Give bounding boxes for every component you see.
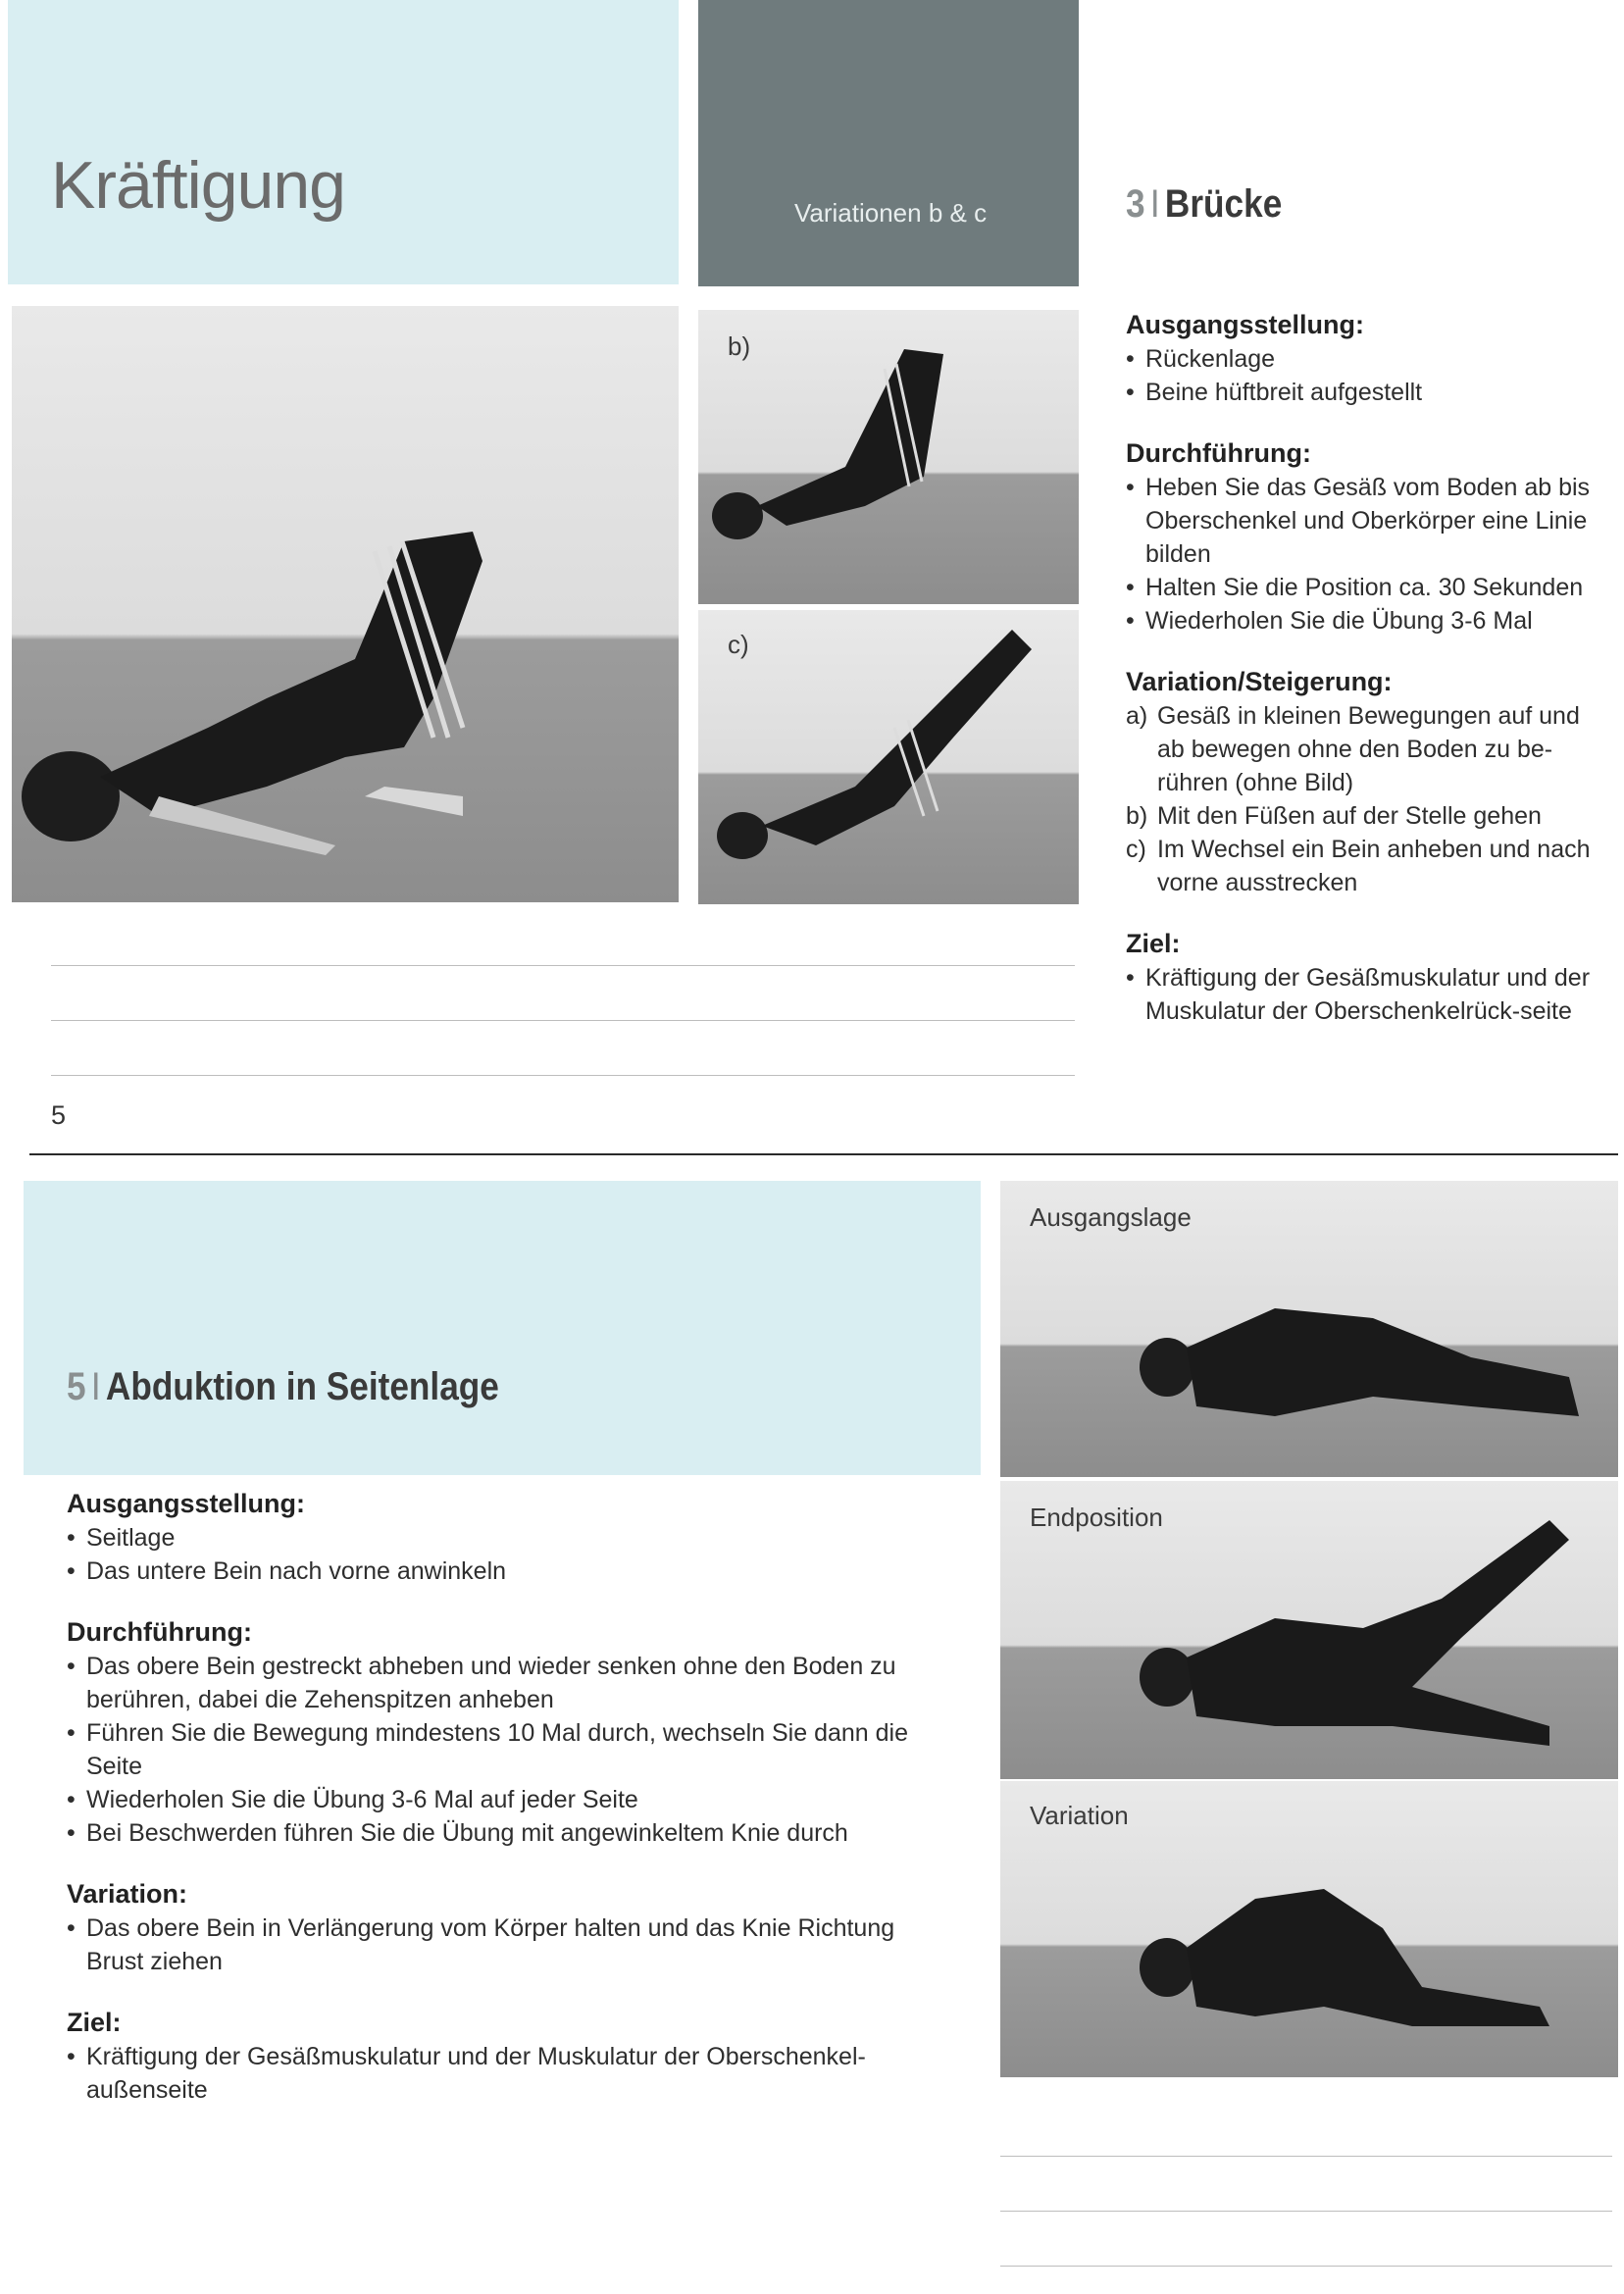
list-item: • Bei Beschwerden führen Sie die Übung mit angewinkeltem Knie durch <box>67 1819 848 1847</box>
variations-panel <box>698 0 1079 286</box>
variation-list <box>1126 699 1600 899</box>
list-item: • Das untere Bein nach vorne anwinkeln <box>67 1557 507 1585</box>
photo-label-end: Endposition <box>1030 1503 1163 1532</box>
exercise-number: 5 <box>67 1365 86 1408</box>
section-heading-execution: Durchführung: <box>67 1617 252 1647</box>
title-separator: I <box>90 1365 101 1408</box>
section-heading-execution: Durchführung: <box>1126 438 1311 468</box>
photo-label-b: b) <box>728 331 751 361</box>
title-separator: I <box>1149 182 1160 226</box>
page-number: 5 <box>51 1100 67 1130</box>
variations-label: Variationen b & c <box>794 198 988 228</box>
variation-b-photo <box>698 310 1079 604</box>
execution-list <box>1126 471 1600 637</box>
list-item: a) Gesäß in kleinen Bewegungen auf und ab bewegen ohne den Boden zu be-rühren (ohne Bild) <box>1126 702 1580 796</box>
variation-c-illustration <box>698 610 1079 904</box>
goal-list <box>1126 961 1600 1028</box>
section-heading-start: Ausgangsstellung: <box>67 1489 306 1518</box>
photo-label-c: c) <box>728 630 749 659</box>
exercise-name: Abduktion in Seitenlage <box>105 1365 499 1408</box>
bridge-photo <box>12 306 679 902</box>
execution-list <box>67 1650 949 1850</box>
goal-list <box>67 2040 949 2107</box>
list-item: • Das obere Bein in Verlängerung vom Körper halten und das Knie Richtung Brust ziehen <box>67 1914 895 1975</box>
page-title: Kräftigung <box>51 148 345 223</box>
note-line <box>1000 2266 1612 2267</box>
list-item: • Halten Sie die Position ca. 30 Sekunden <box>1126 574 1584 601</box>
list-item: • Heben Sie das Gesäß vom Boden ab bis Oberschenkel und Oberkörper eine Linie bilden <box>1126 474 1591 568</box>
list-item: b) Mit den Füßen auf der Stelle gehen <box>1126 802 1542 830</box>
variation-b-illustration <box>698 310 1079 604</box>
section-heading-start: Ausgangsstellung: <box>1126 310 1365 339</box>
exercise-title-bottom <box>67 1365 499 1409</box>
exercise-description-bottom <box>67 1489 949 2136</box>
note-line <box>1000 2156 1612 2157</box>
exercise-description <box>1126 310 1600 1057</box>
header-panel <box>8 0 679 284</box>
photo-label-variation: Variation <box>1030 1801 1129 1830</box>
list-item: • Wiederholen Sie die Übung 3-6 Mal <box>1126 607 1533 635</box>
list-item: • Beine hüftbreit aufgestellt <box>1126 379 1423 406</box>
exercise-name: Brücke <box>1164 182 1283 226</box>
section-heading-variation: Variation: <box>67 1879 188 1909</box>
start-list <box>1126 342 1600 409</box>
list-item: c) Im Wechsel ein Bein anheben und nach vorne ausstrecken <box>1126 836 1591 896</box>
section-heading-goal: Ziel: <box>67 2008 122 2037</box>
section-heading-variation: Variation/Steigerung: <box>1126 667 1393 696</box>
list-item: • Seitlage <box>67 1524 176 1552</box>
note-line <box>51 1020 1075 1021</box>
note-line <box>51 965 1075 966</box>
list-item: • Führen Sie die Bewegung mindestens 10 Mal durch, wechseln Sie dann die Seite <box>67 1719 909 1780</box>
note-line <box>51 1075 1075 1076</box>
list-item: • Kräftigung der Gesäßmuskulatur und der Muskulatur der Oberschenkel-außenseite <box>67 2043 866 2104</box>
start-list <box>67 1521 949 1588</box>
variation-list <box>67 1912 949 1978</box>
bridge-figure-illustration <box>12 306 679 902</box>
exercise-number: 3 <box>1126 182 1145 226</box>
list-item: • Rückenlage <box>1126 345 1276 373</box>
photo-label-start: Ausgangslage <box>1030 1202 1192 1232</box>
list-item: • Wiederholen Sie die Übung 3-6 Mal auf jeder Seite <box>67 1786 638 1813</box>
exercise-title <box>1126 182 1282 227</box>
page-divider <box>29 1153 1618 1155</box>
list-item: • Das obere Bein gestreckt abheben und wieder senken ohne den Boden zu berühren, dabei die Zehenspitzen anheben <box>67 1653 896 1713</box>
section-heading-goal: Ziel: <box>1126 929 1181 958</box>
list-item: • Kräftigung der Gesäßmuskulatur und der Muskulatur der Oberschenkelrück-seite <box>1126 964 1591 1025</box>
note-line <box>1000 2211 1612 2212</box>
variation-c-photo <box>698 610 1079 904</box>
section-header-panel <box>24 1181 981 1475</box>
